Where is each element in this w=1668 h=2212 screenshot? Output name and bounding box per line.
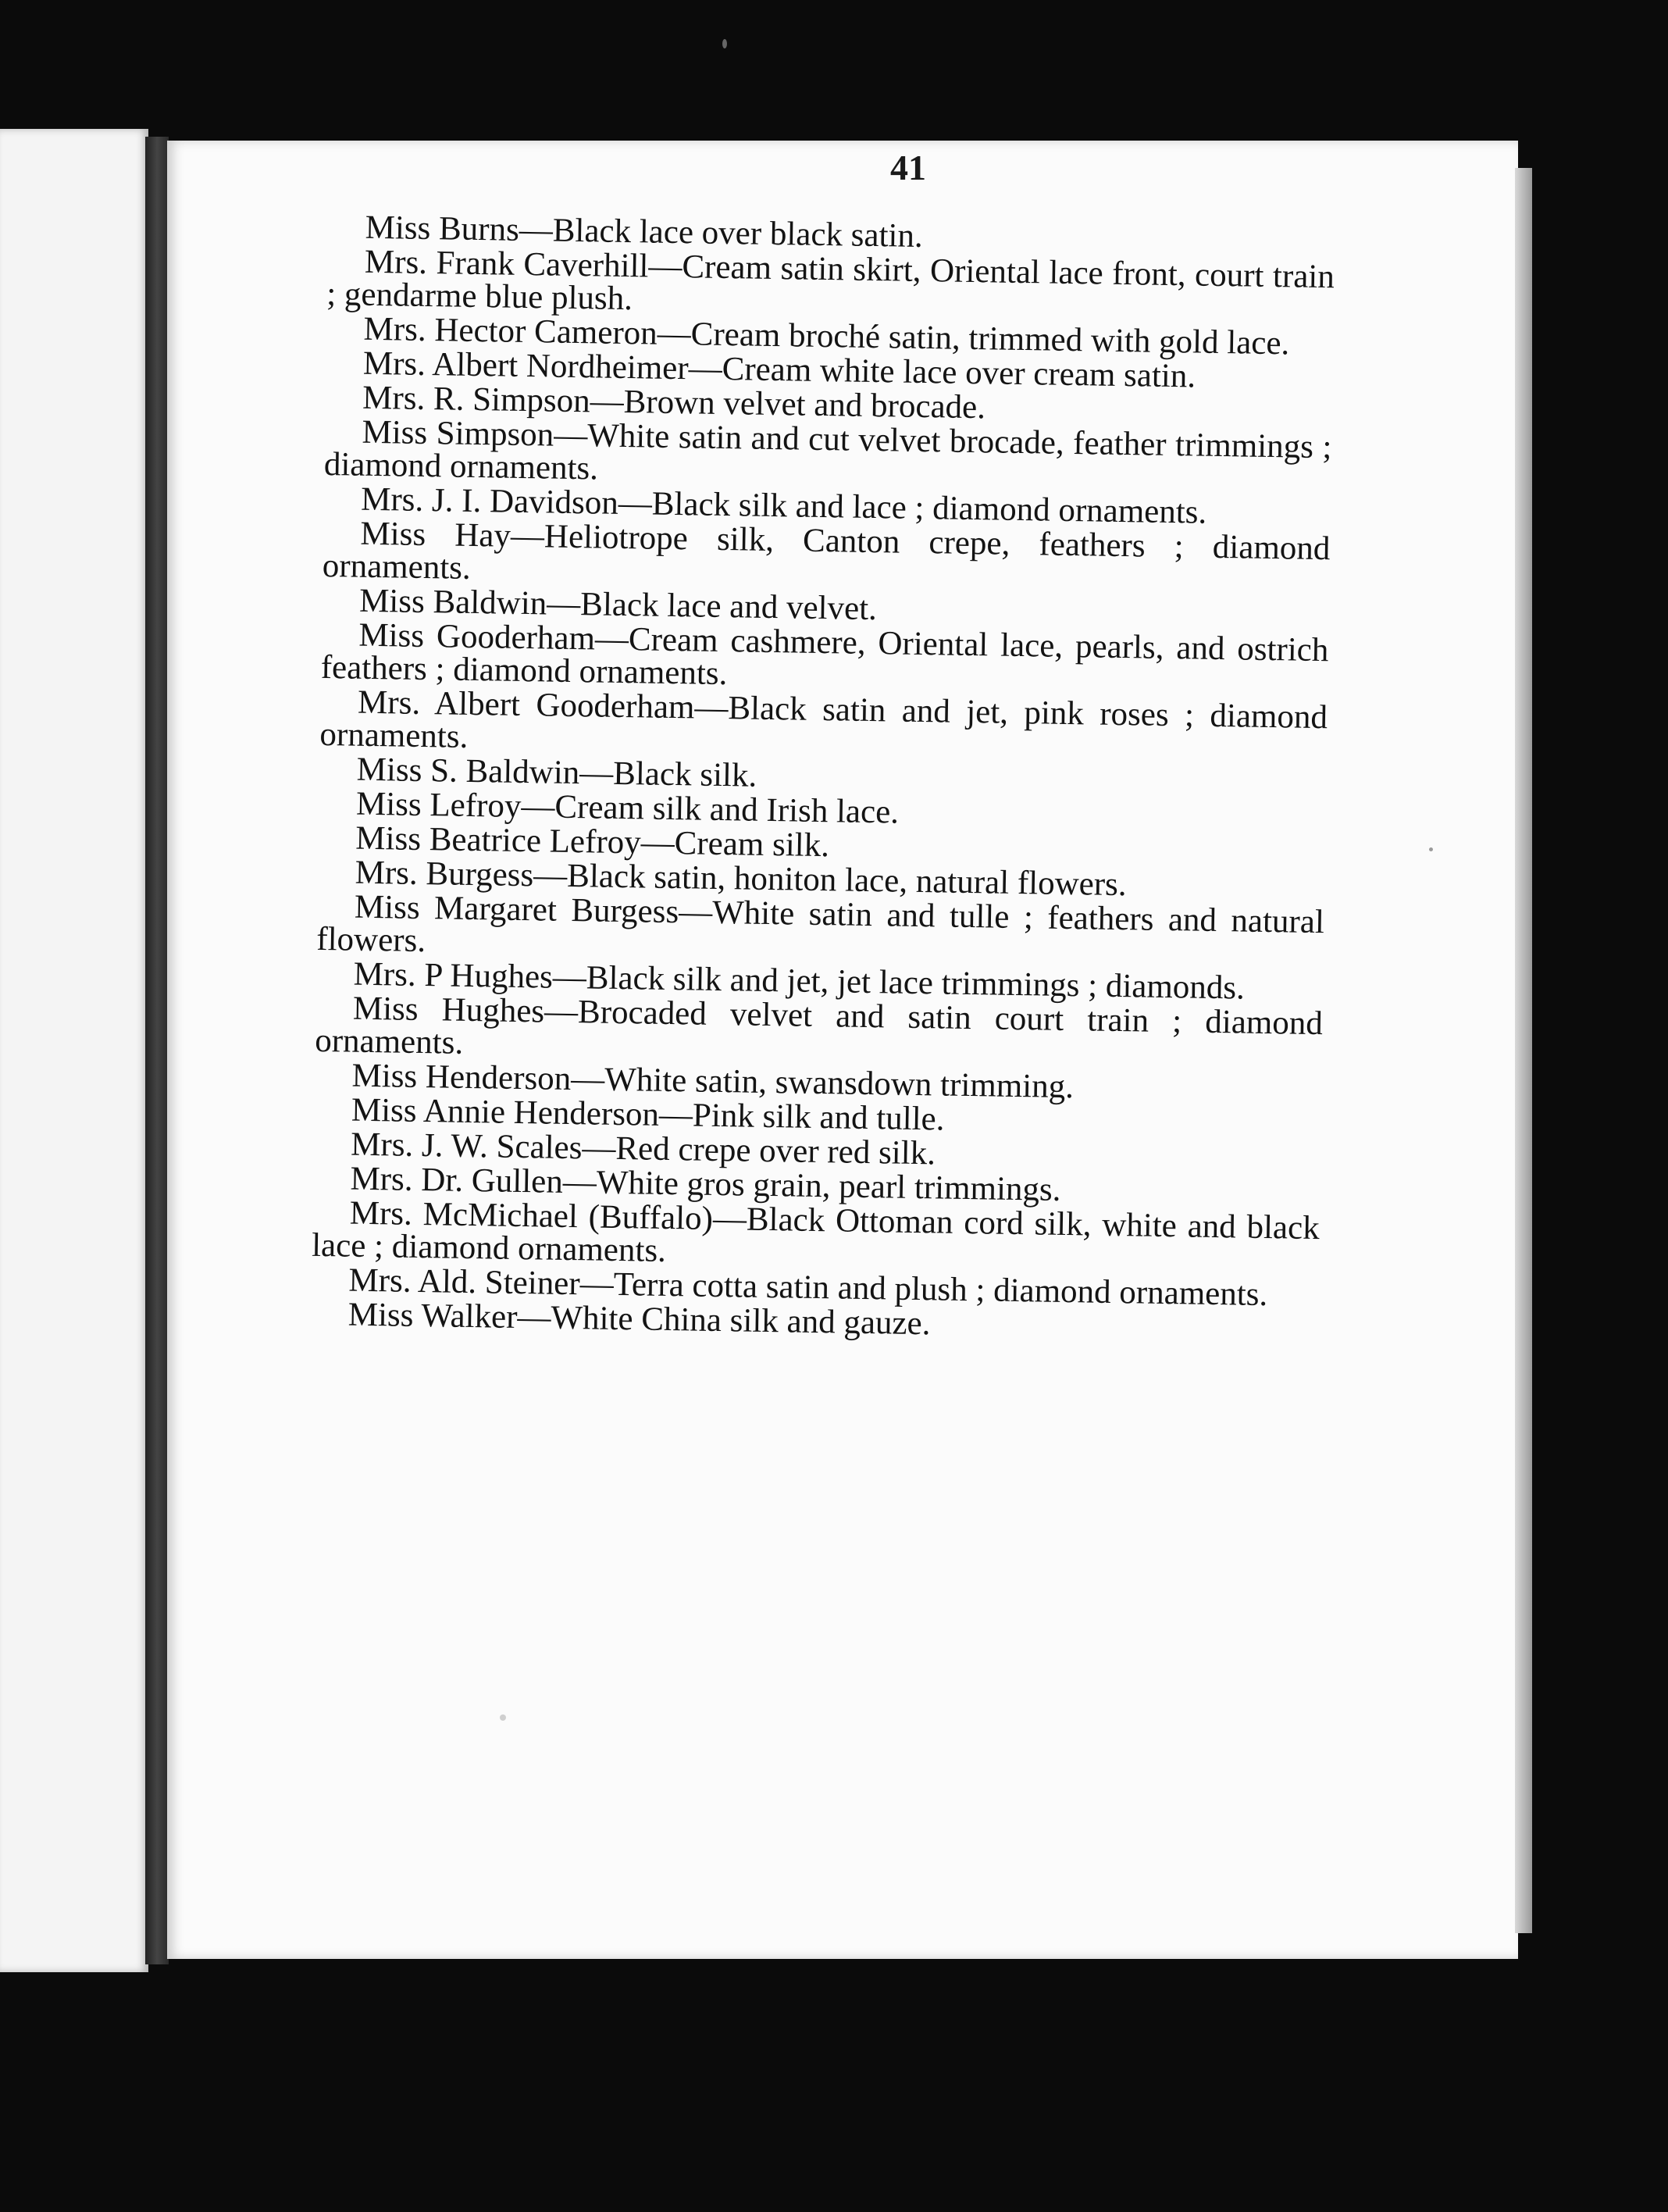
entry-dash: — xyxy=(640,824,675,862)
dust-speck xyxy=(722,39,727,48)
entry-dash: — xyxy=(552,958,587,997)
entry-name: Mrs. Ald. Steiner xyxy=(348,1261,581,1303)
entry-name: Miss Margaret Burgess xyxy=(354,888,679,931)
entry-dash: — xyxy=(510,517,545,555)
entry-name: Mrs. Albert Gooderham xyxy=(357,683,695,726)
entry-dash: — xyxy=(544,993,579,1031)
entry-name: Miss Gooderham xyxy=(358,616,596,658)
entry-name: Miss Annie Henderson xyxy=(351,1091,660,1133)
entry-dash: — xyxy=(579,755,614,792)
entry-description: Cream silk. xyxy=(674,825,830,865)
entry-dash: — xyxy=(519,211,554,249)
entry-dash: — xyxy=(553,416,588,455)
entry-dash: — xyxy=(562,1163,597,1201)
entry-name: Miss Hay xyxy=(360,515,511,555)
entry-description: Black silk and jet, jet lace trimmings ; diamonds. xyxy=(586,959,1246,1007)
entry-name: Mrs. McMichael (Buffalo) xyxy=(349,1194,714,1237)
entry-description: Pink silk and tulle. xyxy=(692,1097,945,1138)
entry-dash: — xyxy=(579,1265,615,1303)
entry-description: White gros grain, pearl trimmings. xyxy=(596,1164,1061,1208)
entry-dash: — xyxy=(648,248,683,286)
dress-list xyxy=(310,211,1335,1348)
entry-description: Black satin and jet, pink roses ; diamond ornaments. xyxy=(319,690,1328,755)
entry-name: Mrs. Burgess xyxy=(355,854,534,894)
entry-description: White satin and tulle ; feathers and natural flowers. xyxy=(315,894,1325,960)
entry-description: Brown velvet and brocade. xyxy=(623,383,986,426)
entry-dash: — xyxy=(694,689,729,727)
entry-dash: — xyxy=(521,787,555,826)
page-stack-edge xyxy=(1515,168,1532,1933)
entry-name: Mrs. Frank Caverhill xyxy=(364,243,649,285)
entry-dash: — xyxy=(712,1200,747,1238)
entry-description: Black satin, honiton lace, natural flowers. xyxy=(566,857,1127,904)
facing-page-edge xyxy=(0,129,148,1972)
entry-dash: — xyxy=(570,1061,605,1098)
entry-dash: — xyxy=(657,315,692,353)
entry-description: White satin, swansdown trimming. xyxy=(604,1061,1075,1106)
entry-name: Mrs. J. W. Scales xyxy=(350,1126,583,1167)
entry-description: Cream cashmere, Oriental lace, pearls, and ostrich feathers ; diamond ornaments. xyxy=(320,621,1329,693)
page-number: 41 xyxy=(890,148,926,187)
entry-name: Miss Walker xyxy=(348,1296,518,1336)
entry-description: Cream white lace over cream satin. xyxy=(722,350,1196,395)
entry-dash: — xyxy=(590,383,625,420)
entry-name: Mrs. Hector Cameron xyxy=(363,310,658,352)
entry-description: White satin and cut velvet brocade, feather trimmings ; diamond ornaments. xyxy=(323,417,1332,487)
entry-dash: — xyxy=(688,350,723,387)
entry-description: Heliotrope silk, Canton crepe, feathers ; diamond ornaments. xyxy=(322,518,1331,587)
entry-name: Mrs. Dr. Gullen xyxy=(350,1160,564,1201)
entry-description: Cream silk and Irish lace. xyxy=(554,788,900,831)
entry-description: White China silk and gauze. xyxy=(551,1299,931,1343)
entry-description: Black lace over black satin. xyxy=(552,212,924,255)
entry-name: Miss Simpson xyxy=(362,413,554,454)
entry-name: Miss Baldwin xyxy=(358,582,547,623)
entry-dash: — xyxy=(594,620,629,658)
entry-description: Black silk. xyxy=(612,755,757,794)
entry-name: Miss Henderson xyxy=(351,1057,572,1098)
entry-name: Miss S. Baldwin xyxy=(356,751,580,792)
entry-description: Black lace and velvet. xyxy=(579,586,878,628)
entry-description: Black Ottoman cord silk, white and black lace ; diamond ornaments. xyxy=(311,1201,1320,1269)
entry-name: Mrs. R. Simpson xyxy=(362,379,591,420)
entry-description: Cream satin skirt, Oriental lace front, court train ; gendarme blue plush. xyxy=(326,248,1335,318)
entry-description: Black silk and lace ; diamond ornaments. xyxy=(651,485,1207,531)
entry-dash: — xyxy=(517,1298,551,1336)
entry-dash: — xyxy=(582,1129,616,1167)
entry-description: Terra cotta satin and plush ; diamond ornaments. xyxy=(613,1265,1268,1314)
entry-dash: — xyxy=(546,585,581,623)
entry-name: Miss Beatrice Lefroy xyxy=(355,819,642,862)
dust-speck xyxy=(1429,847,1433,851)
book-gutter xyxy=(145,137,169,1964)
entry-dash: — xyxy=(678,894,713,931)
entry-dash: — xyxy=(658,1096,693,1134)
entry-description: Red crepe over red silk. xyxy=(615,1129,936,1172)
entry-name: Miss Burns xyxy=(365,209,520,248)
dust-speck xyxy=(500,1714,506,1721)
entry-dash: — xyxy=(533,857,568,894)
entry-name: Miss Hughes xyxy=(352,990,545,1030)
entry-name: Miss Lefroy xyxy=(355,785,522,825)
entry-dash: — xyxy=(618,484,653,523)
entry-description: Brocaded velvet and satin court train ; diamond ornaments. xyxy=(314,994,1324,1061)
entry-name: Mrs. P Hughes xyxy=(353,955,554,996)
entry-description: Cream broché satin, trimmed with gold lace. xyxy=(690,316,1290,362)
entry-name: Mrs. Albert Nordheimer xyxy=(362,344,690,387)
entry-name: Mrs. J. I. Davidson xyxy=(360,480,619,522)
